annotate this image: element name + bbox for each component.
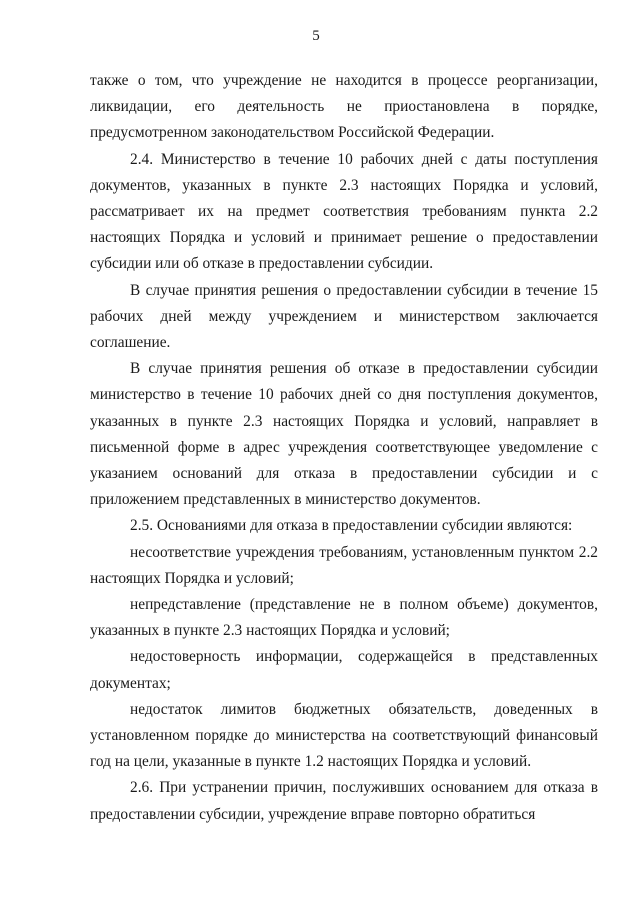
list-item-noncompliance: несоответствие учреждения требованиям, установленным пунктом 2.2 настоящих Порядка и условий; (90, 543, 598, 587)
paragraph-continuation: также о том, что учреждение не находится в процессе реорганизации, ликвидации, его деятельность не приостановлена в порядке, предусмотренном законодательством Российской Федерации. (90, 72, 598, 142)
list-item-inaccuracy: недостоверность информации, содержащейся в представленных документах; (90, 648, 598, 692)
paragraph-agreement: В случае принятия решения о предоставлении субсидии в течение 15 рабочих дней между учреждением и министерством заключается соглашение. (90, 281, 598, 352)
paragraph-refusal-notice: В случае принятия решения об отказе в предоставлении субсидии министерство в течение 10 рабочих дней со дня поступления документов, указанных в пункте 2.3 настоящих Порядка и условий, направляет в письменной форме в адрес учреждения соответствующее уведомление с указанием оснований для отказа в предоставлении субсидии и с приложением представленных в министерство документов. (90, 360, 598, 509)
paragraph-2-5: 2.5. Основаниями для отказа в предоставлении субсидии являются: (130, 517, 573, 535)
document-body (90, 68, 598, 828)
list-item-insufficient-limits: недостаток лимитов бюджетных обязательств, доведенных в установленном порядке до министерства на соответствующий финансовый год на цели, указанные в пункте 1.2 настоящих Порядка и условий. (90, 700, 598, 771)
page-number: 5 (312, 28, 320, 44)
paragraph-2-4: 2.4. Министерство в течение 10 рабочих дней с даты поступления документов, указанных в пункте 2.3 настоящих Порядка и условий, рассматривает их на предмет соответствия требованиям пункта 2.2 настоящих Порядка и условий и принимает решение о предоставлении субсидии или об отказе в предоставлении субсидии. (90, 150, 598, 273)
paragraph-2-6: 2.6. При устранении причин, послуживших основанием для отказа в предоставлении субсидии, учреждение вправе повторно обратиться (90, 779, 598, 823)
list-item-nonsubmission: непредставление (представление не в полном объеме) документов, указанных в пункте 2.3 настоящих Порядка и условий; (90, 596, 598, 640)
